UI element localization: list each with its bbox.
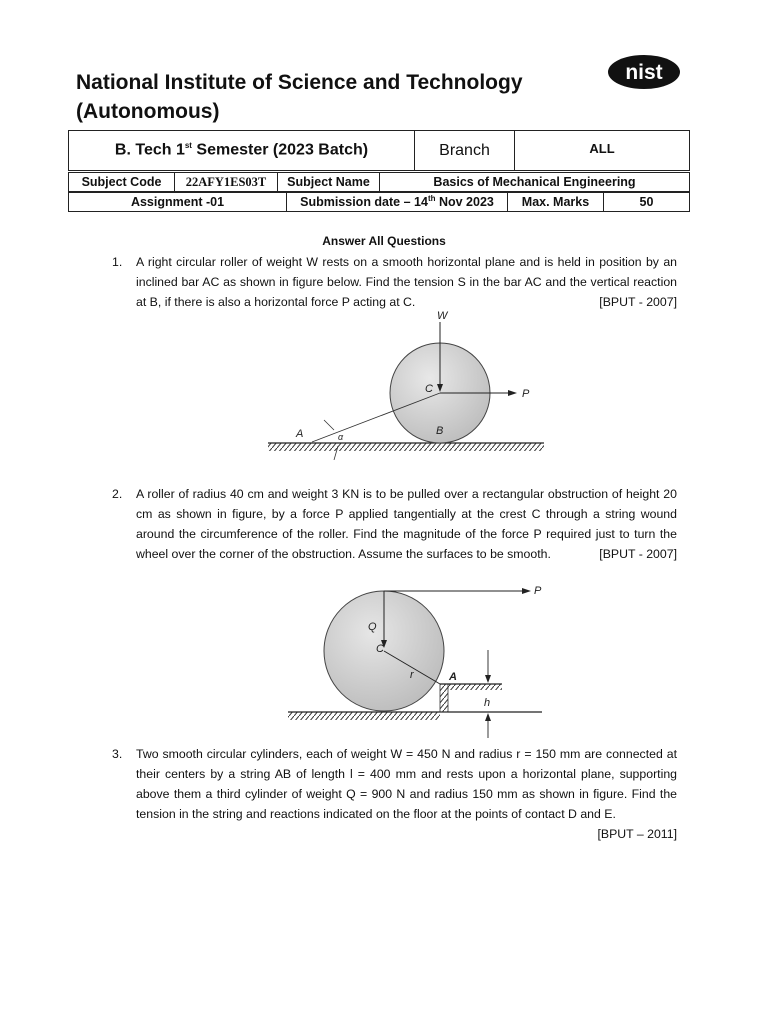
assignment-label: Assignment -01: [69, 193, 287, 212]
ground-hatch: [288, 712, 440, 720]
string-p-arrowhead: [522, 588, 531, 594]
label-w: W: [437, 310, 448, 322]
question-number: 3.: [112, 747, 123, 761]
question-text: A right circular roller of weight W rests on a smooth horizontal plane and is held in position by an inclined bar AC as shown in figure below. Find the tension S in the bar AC and the vertical reaction at B, if there is also a horizontal force P acting at C.: [136, 255, 677, 309]
label-q: Q: [368, 621, 377, 633]
question-source: [BPUT - 2007]: [599, 295, 677, 309]
question-source: [BPUT - 2007]: [599, 547, 677, 561]
label-c: C: [376, 643, 384, 655]
question-text: A roller of radius 40 cm and weight 3 KN is to be pulled over a rectangular obstruction of height 20 cm as shown in figure, by a force P applied tangentially at the crest C through a string wound around the circumference of the roller. Find the magnitude of the force P required just to turn the wheel over the corner of the obstruction. Assume the surfaces to be smooth.: [136, 487, 677, 561]
course-table: [68, 130, 690, 171]
label-b: B: [436, 425, 444, 437]
institute-title: [76, 68, 523, 126]
institute-name: National Institute of Science and Technology: [76, 71, 523, 94]
subject-name-label: Subject Name: [278, 173, 380, 192]
subject-name-value: Basics of Mechanical Engineering: [380, 173, 690, 192]
figure-2-obstruction-diagram: [284, 578, 548, 738]
max-marks-label: Max. Marks: [508, 193, 604, 212]
branch-label: Branch: [415, 131, 515, 171]
nist-logo-icon: [607, 54, 681, 90]
label-c: C: [425, 383, 433, 395]
label-alpha: α: [338, 432, 344, 442]
ground-hatch: [268, 443, 544, 451]
submission-date: Submission date – 14th Nov 2023: [287, 193, 508, 212]
question-3: [112, 744, 677, 844]
instructions-heading: Answer All Questions: [322, 234, 446, 248]
logo-text: nist: [625, 61, 663, 84]
obstruction-block: [440, 684, 448, 712]
question-1: [112, 252, 677, 312]
figure-1-roller-diagram: [262, 310, 552, 460]
height-arrowhead-top: [485, 675, 491, 683]
label-p: P: [534, 585, 542, 597]
course-cell: B. Tech 1st Semester (2023 Batch): [69, 131, 415, 171]
label-h: h: [484, 697, 491, 709]
height-arrowhead-bottom: [485, 713, 491, 721]
label-r: r: [410, 669, 414, 681]
question-number: 1.: [112, 255, 123, 269]
question-2: [112, 484, 677, 564]
subject-table: [68, 172, 690, 192]
force-p-arrowhead: [508, 390, 517, 396]
max-marks-value: 50: [604, 193, 690, 212]
label-a: A: [449, 671, 457, 683]
alpha-marker-top: [324, 420, 334, 430]
subject-code-value: 22AFY1ES03T: [175, 173, 278, 192]
subject-code-label: Subject Code: [69, 173, 175, 192]
label-p: P: [522, 388, 530, 400]
branch-value: ALL: [515, 131, 690, 171]
label-a: A: [296, 428, 304, 440]
assignment-table: [68, 192, 690, 212]
institute-subtitle: (Autonomous): [76, 100, 220, 123]
question-text: Two smooth circular cylinders, each of weight W = 450 N and radius r = 150 mm are connected at their centers by a string AB of length l = 400 mm and rests upon a horizontal plane, supporting above them a third cylinder of weight Q = 900 N and radius 150 mm as shown in figure. Find the tension in the string and reactions indicated on the floor at the points of contact D and E.: [136, 747, 677, 821]
question-number: 2.: [112, 487, 123, 501]
obstruction-top-hatch: [448, 684, 502, 690]
question-source: [BPUT – 2011]: [597, 827, 677, 841]
